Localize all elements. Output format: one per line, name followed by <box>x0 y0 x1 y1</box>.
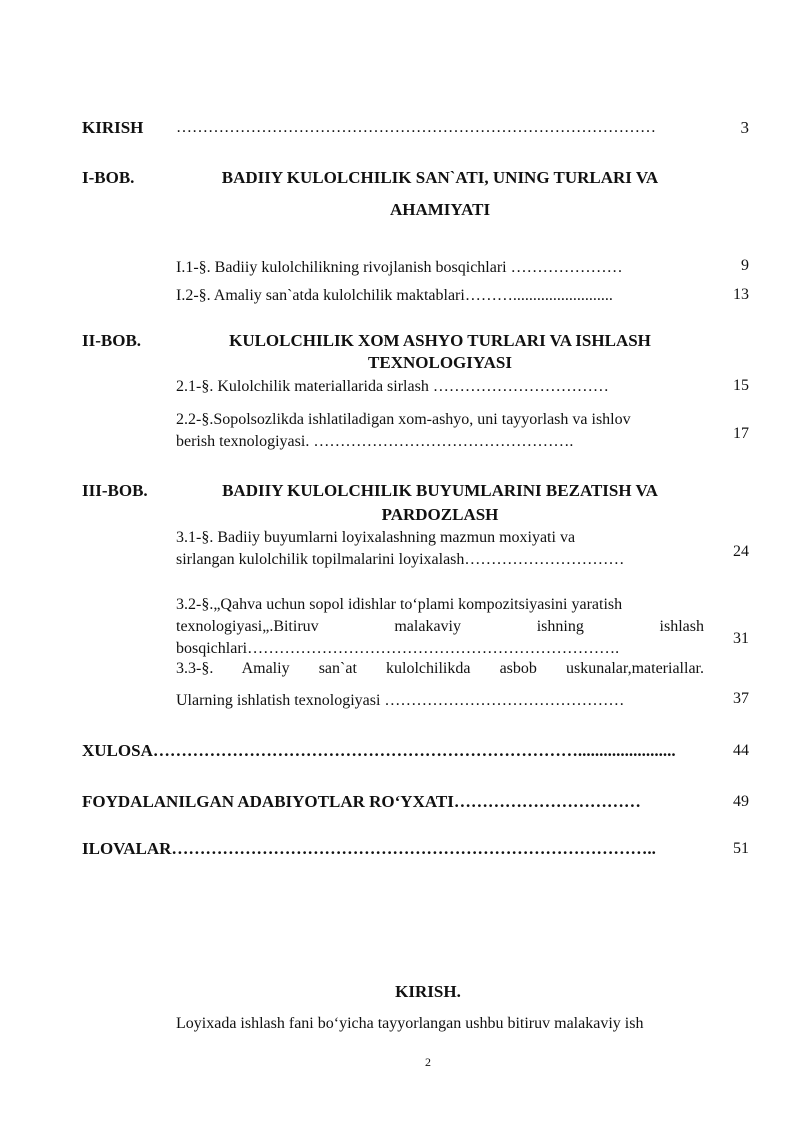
page-number: 2 <box>425 1055 431 1069</box>
toc-ch2-item2-line2: berish texnologiyasi. …………………………………………. <box>176 433 574 450</box>
toc-ch2-item2-line1: 2.2-§.Sopolsozlikda ishlatiladigan xom-ashyo, uni tayyorlash va ishlov <box>176 411 631 428</box>
toc-ch3-title-line1: BADIIY KULOLCHILIK BUYUMLARINI BEZATISH VA <box>222 481 658 500</box>
toc-ch1-item1-page: 9 <box>741 257 749 274</box>
toc-ch3-item2-line3: bosqichlari……………………………………………………………. <box>176 640 620 657</box>
toc-ch3-item2-page: 31 <box>733 630 749 647</box>
toc-kirish-page: 3 <box>740 118 749 137</box>
intro-heading: KIRISH. <box>395 982 461 1001</box>
toc-xulosa: XULOSA…………………………………………………………………....................... <box>82 741 676 760</box>
toc-ch3-title-line2: PARDOZLASH <box>381 505 499 524</box>
toc-ch2-item1-page: 15 <box>733 377 749 394</box>
toc-ch1-item2-page: 13 <box>733 286 749 303</box>
toc-adabiyotlar: FOYDALANILGAN ADABIYOTLAR RO‘YXATI…………………………… <box>82 792 641 811</box>
toc-ch3-item3-page: 37 <box>733 690 749 707</box>
toc-ch3-item3-line1: 3.3-§. Amaliy san`at kulolchilikda asbob uskunalar,materiallar. <box>176 660 704 677</box>
toc-ch3-label: III-BOB. <box>82 481 148 500</box>
toc-ch3-item1-page: 24 <box>733 543 749 560</box>
toc-ch3-item2-line2: texnologiyasi„.Bitiruv malakaviy ishning ishlash <box>176 618 704 635</box>
toc-ch1-item2: I.2-§. Amaliy san`atda kulolchilik maktablari………......................... <box>176 287 613 304</box>
toc-ch2-item1: 2.1-§. Kulolchilik materiallarida sirlash …………………………… <box>176 378 609 395</box>
toc-ilovalar-page: 51 <box>733 840 749 857</box>
toc-kirish-dots: ……………………………………………………………………………… <box>176 119 656 136</box>
toc-ch1-title-line1: BADIIY KULOLCHILIK SAN`ATI, UNING TURLARI VA <box>221 168 659 187</box>
toc-ch3-item1-line1: 3.1-§. Badiiy buyumlarni loyixalashning mazmun moxiyati va <box>176 529 576 546</box>
toc-adabiyotlar-page: 49 <box>733 793 749 810</box>
toc-ch3-item3-line2: Ularning ishlatish texnologiyasi ……………………………………… <box>176 692 625 709</box>
toc-kirish-label: KIRISH <box>82 118 144 137</box>
toc-ch1-title-line2: AHAMIYATI <box>389 200 491 219</box>
toc-xulosa-page: 44 <box>733 742 749 759</box>
toc-ch3-item2-line1: 3.2-§.„Qahva uchun sopol idishlar to‘plami kompozitsiyasini yaratish <box>176 596 623 613</box>
toc-ch2-item2-page: 17 <box>733 425 749 442</box>
toc-ch2-label: II-BOB. <box>82 331 142 350</box>
toc-ch3-item1-line2: sirlangan kulolchilik topilmalarini loyixalash………………………… <box>176 551 625 568</box>
intro-first-line: Loyixada ishlash fani bo‘yicha tayyorlangan ushbu bitiruv malakaviy ish <box>176 1015 644 1032</box>
toc-ch1-item1: I.1-§. Badiiy kulolchilikning rivojlanish bosqichlari ………………… <box>176 259 623 276</box>
toc-ch1-label: I-BOB. <box>82 168 135 187</box>
toc-ch2-title-line2: TEXNOLOGIYASI <box>368 353 512 372</box>
toc-ilovalar: ILOVALAR………………………………………………………………………….. <box>82 839 656 858</box>
toc-ch2-title-line1: KULOLCHILIK XOM ASHYO TURLARI VA ISHLASH <box>229 331 651 350</box>
